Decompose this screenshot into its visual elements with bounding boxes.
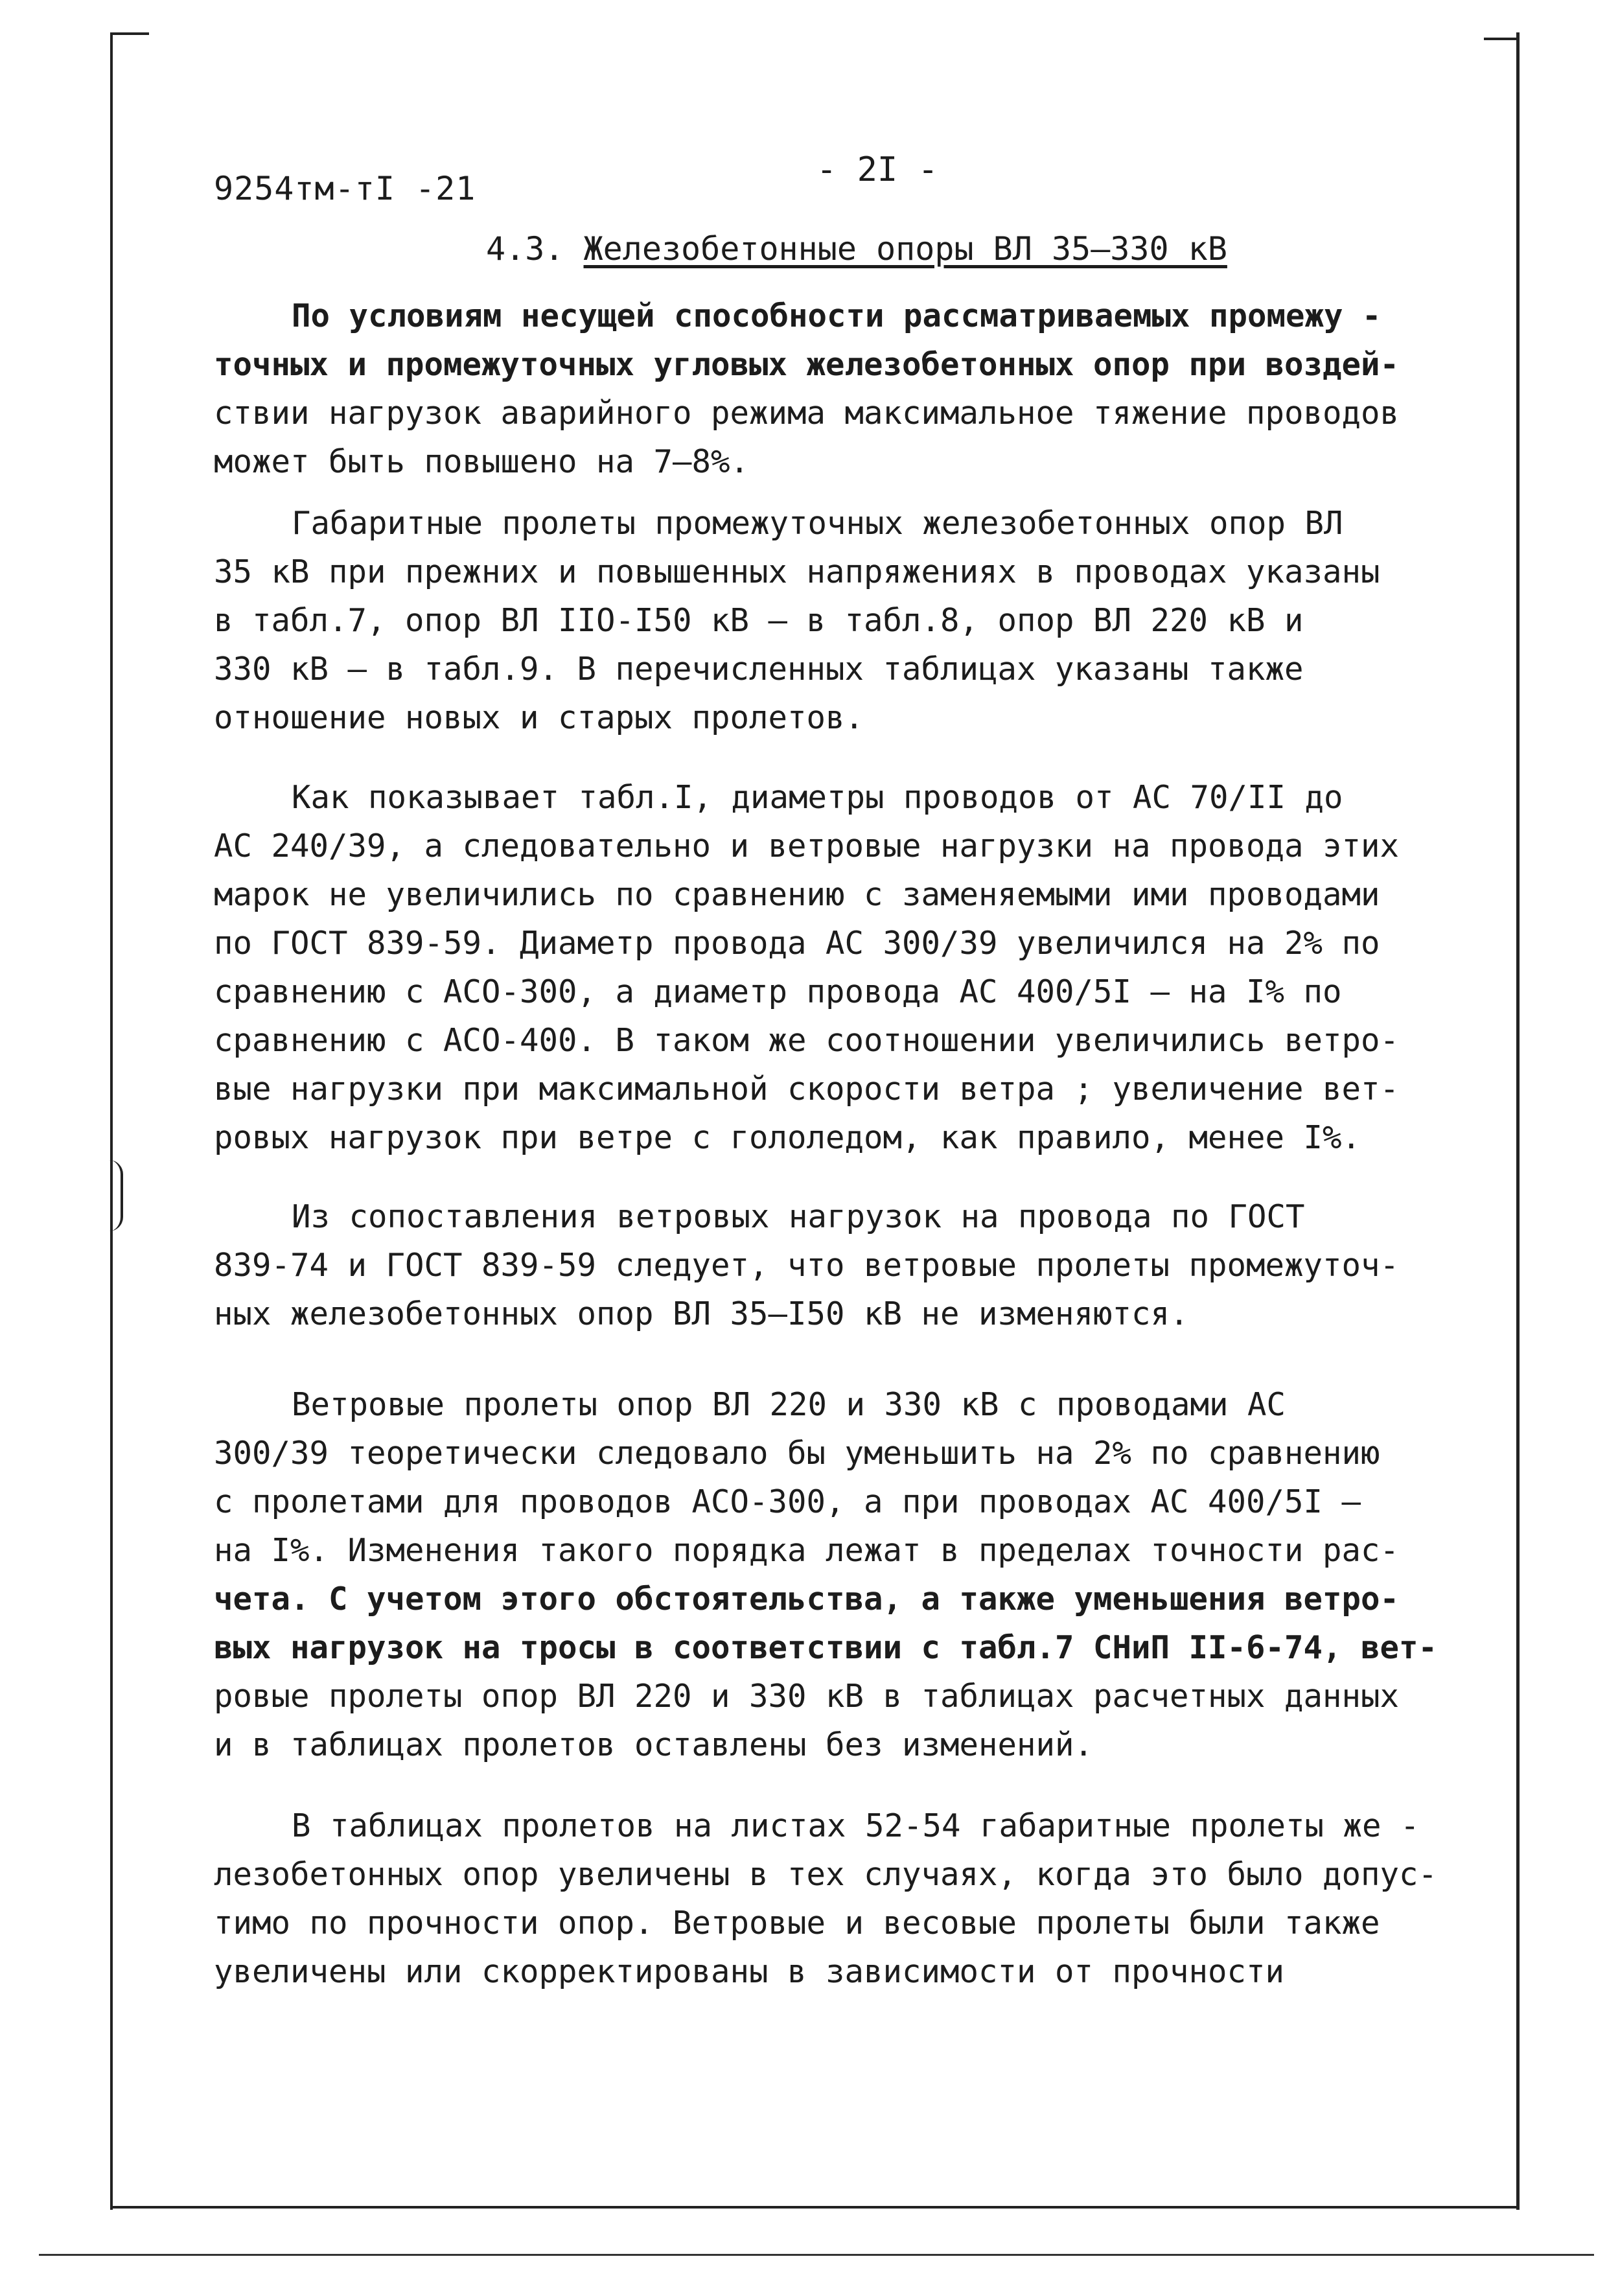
text-line: 839-74 и ГОСТ 839-59 следует, что ветровые пролеты промежуточ-: [214, 1247, 1400, 1284]
text-line: по ГОСТ 839-59. Диаметр провода АС 300/39 увеличился на 2% по: [214, 925, 1380, 962]
section-title: Железобетонные опоры ВЛ 35–330 кВ: [583, 230, 1227, 268]
text-line: В таблицах пролетов на листах 52-54 габаритные пролеты же -: [292, 1807, 1420, 1844]
page-cut-line: [39, 2254, 1594, 2256]
frame-corner-mark: [110, 32, 149, 35]
text-line: ствии нагрузок аварийного режима максимальное тяжение проводов: [214, 395, 1400, 432]
frame-bottom-border: [110, 2206, 1520, 2209]
text-line: ных железобетонных опор ВЛ 35–I50 кВ не изменяются.: [214, 1295, 1189, 1332]
text-line: увеличены или скорректированы в зависимости от прочности: [214, 1953, 1285, 1990]
text-line: марок не увеличились по сравнению с заменяемыми ими проводами: [214, 876, 1380, 913]
text-line: Ветровые пролеты опор ВЛ 220 и 330 кВ с проводами АС: [292, 1386, 1286, 1423]
paragraph-2: [214, 499, 1484, 742]
margin-bracket-mark: [109, 1160, 123, 1231]
text-line: в табл.7, опор ВЛ IIО-I50 кВ – в табл.8, опор ВЛ 220 кВ и: [214, 602, 1304, 639]
text-line: лезобетонных опор увеличены в тех случаях, когда это было допус-: [214, 1856, 1438, 1893]
section-heading: [486, 230, 1227, 268]
paragraph-5: [214, 1380, 1484, 1769]
text-line: точных и промежуточных угловых железобетонных опор при воздей-: [214, 346, 1400, 383]
text-line: сравнению с АСО-400. В таком же соотношении увеличились ветро-: [214, 1022, 1400, 1059]
text-line: вых нагрузок на тросы в соответствии с табл.7 СНиП II-6-74, вет-: [214, 1629, 1438, 1666]
text-line: ровые пролеты опор ВЛ 220 и 330 кВ в таблицах расчетных данных: [214, 1678, 1400, 1715]
text-line: Габаритные пролеты промежуточных железобетонных опор ВЛ: [292, 505, 1343, 542]
text-line: Как показывает табл.I, диаметры проводов от АС 70/II до: [292, 779, 1343, 816]
text-line: и в таблицах пролетов оставлены без изменений.: [214, 1726, 1094, 1763]
text-line: 35 кВ при прежних и повышенных напряжениях в проводах указаны: [214, 553, 1380, 590]
frame-left-border: [110, 32, 113, 2210]
text-line: может быть повышено на 7–8%.: [214, 443, 750, 480]
text-line: АС 240/39, а следовательно и ветровые нагрузки на провода этих: [214, 828, 1400, 864]
text-line: тимо по прочности опор. Ветровые и весовые пролеты были также: [214, 1905, 1380, 1942]
text-line: вые нагрузки при максимальной скорости ветра ; увеличение вет-: [214, 1071, 1400, 1107]
text-line: Из сопоставления ветровых нагрузок на провода по ГОСТ: [292, 1198, 1305, 1235]
frame-right-border: [1516, 32, 1520, 2210]
text-line: отношение новых и старых пролетов.: [214, 699, 864, 736]
text-line: По условиям несущей способности рассматриваемых промежу -: [292, 297, 1382, 334]
text-line: ровых нагрузок при ветре с гололедом, как правило, менее I%.: [214, 1119, 1361, 1156]
paragraph-1: [214, 292, 1484, 486]
text-line: 330 кВ – в табл.9. В перечисленных таблицах указаны также: [214, 651, 1304, 688]
page-number: - 2I -: [816, 150, 938, 189]
document-code: 9254тм-тI -21: [214, 170, 476, 207]
text-line: чета. С учетом этого обстоятельства, а также уменьшения ветро-: [214, 1581, 1400, 1618]
paragraph-6: [214, 1802, 1484, 1996]
text-line: 300/39 теоретически следовало бы уменьшить на 2% по сравнению: [214, 1435, 1380, 1472]
section-number: 4.3.: [486, 230, 564, 268]
text-line: с пролетами для проводов АСО-300, а при проводах АС 400/5I –: [214, 1483, 1361, 1520]
frame-corner-mark: [1484, 38, 1518, 40]
text-line: сравнению с АСО-300, а диаметр провода АС 400/5I – на I% по: [214, 973, 1342, 1010]
paragraph-3: [214, 773, 1484, 1162]
paragraph-4: [214, 1192, 1484, 1338]
text-line: на I%. Изменения такого порядка лежат в пределах точности рас-: [214, 1532, 1400, 1569]
